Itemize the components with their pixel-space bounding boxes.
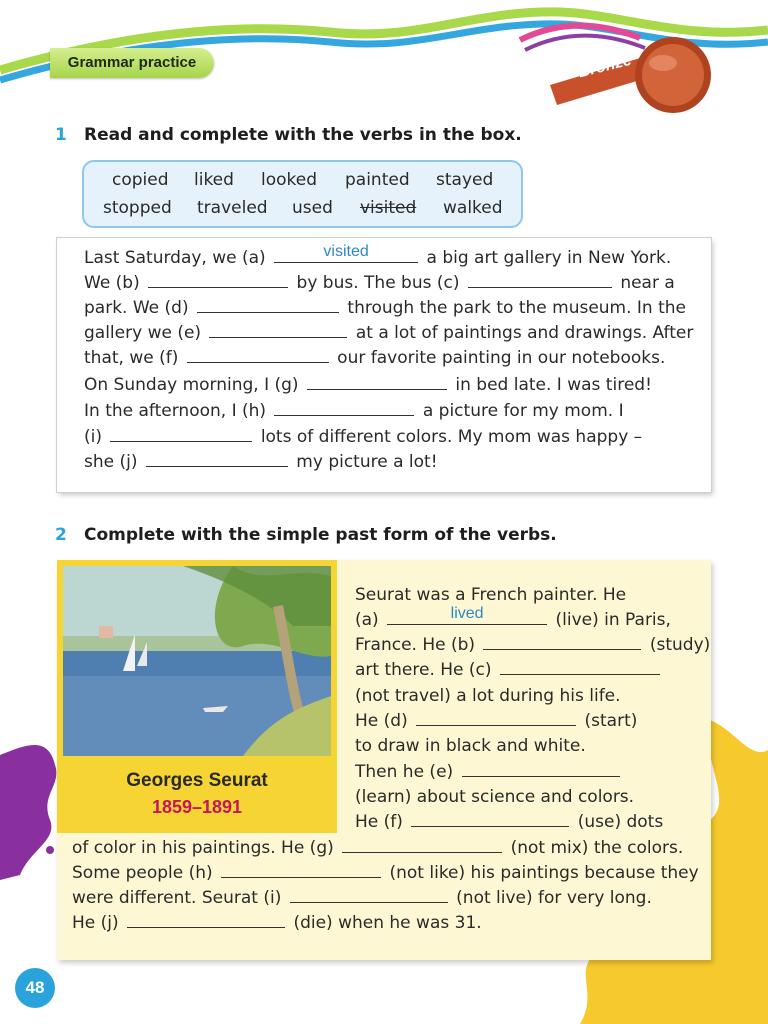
- text-line: [84, 273, 675, 293]
- line-text: (i): [84, 427, 102, 447]
- word-box-item: looked: [261, 170, 318, 190]
- line-text: through the park to the museum. In the: [347, 298, 687, 318]
- word-box-item: traveled: [197, 198, 268, 218]
- text-line: [84, 375, 652, 395]
- line-text: near a: [620, 273, 675, 293]
- exercise-instruction: Read and complete with the verbs in the box.: [84, 125, 522, 145]
- answer-blank[interactable]: [500, 660, 660, 675]
- word-box: [82, 160, 523, 228]
- line-text: (a): [355, 610, 379, 630]
- answer-blank[interactable]: [146, 452, 288, 467]
- line-text: He (j): [72, 913, 119, 933]
- text-line: [355, 660, 663, 680]
- answer-blank[interactable]: [221, 863, 381, 878]
- line-text: (use) dots: [577, 812, 664, 832]
- text-line: [72, 888, 652, 908]
- answer-blank[interactable]: [127, 913, 285, 928]
- answer-blank[interactable]: [290, 888, 448, 903]
- word-box-item: painted: [345, 170, 410, 190]
- answer-blank[interactable]: [342, 838, 502, 853]
- text-line: [84, 323, 693, 343]
- text-line: [84, 298, 686, 318]
- example-answer: visited: [323, 243, 369, 260]
- word-box-item-crossed: visited: [360, 198, 417, 218]
- exercise-number: 2: [55, 525, 67, 545]
- line-text: He (f): [355, 812, 403, 832]
- line-text: by bus. The bus (c): [296, 273, 460, 293]
- text-line: [355, 686, 621, 706]
- line-text: Then he (e): [355, 762, 454, 782]
- artist-years: 1859–1891: [151, 797, 243, 817]
- text-line: [84, 401, 624, 421]
- text-line: [355, 787, 634, 807]
- artist-name: Georges Seurat: [126, 770, 268, 791]
- line-text: France. He (b): [355, 635, 476, 655]
- line-text: (study): [649, 635, 711, 655]
- word-box-item: stopped: [103, 198, 172, 218]
- line-text: (not travel) a lot during his life.: [355, 686, 621, 706]
- line-text: my picture a lot!: [296, 452, 438, 472]
- word-box-item: used: [292, 198, 333, 218]
- answer-blank[interactable]: [416, 711, 576, 726]
- answer-blank[interactable]: [462, 762, 620, 777]
- line-text: (live) in Paris,: [555, 610, 671, 630]
- line-text: in bed late. I was tired!: [455, 375, 652, 395]
- exercise-number: 1: [55, 125, 67, 145]
- text-line: [84, 427, 642, 447]
- example-answer: lived: [450, 605, 484, 622]
- text-line: [355, 736, 586, 756]
- line-text: In the afternoon, I (h): [84, 401, 267, 421]
- line-text: We (b): [84, 273, 140, 293]
- text-line: [355, 605, 671, 630]
- line-text: a big art gallery in New York.: [426, 248, 672, 268]
- text-line: [355, 812, 663, 832]
- text-line: [355, 635, 710, 655]
- answer-blank[interactable]: [148, 273, 288, 288]
- bronze-medal-icon: [545, 30, 715, 120]
- line-text: park. We (d): [84, 298, 189, 318]
- line-text: that, we (f): [84, 348, 179, 368]
- text-line: [72, 838, 683, 858]
- section-tab: Grammar practice: [50, 48, 214, 78]
- level-badge: Bronze: [576, 51, 634, 82]
- text-line: [355, 762, 623, 782]
- line-text: Some people (h): [72, 863, 213, 883]
- line-text: He (d): [355, 711, 408, 731]
- line-text: art there. He (c): [355, 660, 492, 680]
- line-text: lots of different colors. My mom was happy –: [260, 427, 643, 447]
- line-text: of color in his paintings. He (g): [72, 838, 334, 858]
- text-line: [355, 711, 637, 731]
- line-text: (not mix) the colors.: [510, 838, 684, 858]
- line-text: On Sunday morning, I (g): [84, 375, 299, 395]
- line-text: our favorite painting in our notebooks.: [337, 348, 666, 368]
- answer-blank[interactable]: [307, 375, 447, 390]
- word-box-item: walked: [443, 198, 503, 218]
- line-text: a picture for my mom. I: [422, 401, 624, 421]
- answer-blank[interactable]: [468, 273, 612, 288]
- line-text: (not live) for very long.: [456, 888, 652, 908]
- answer-blank[interactable]: [110, 427, 252, 442]
- answer-blank[interactable]: [387, 605, 547, 625]
- line-text: Last Saturday, we (a): [84, 248, 266, 268]
- line-text: (not like) his paintings because they: [389, 863, 699, 883]
- answer-blank[interactable]: [187, 348, 329, 363]
- answer-blank[interactable]: [197, 298, 339, 313]
- text-line: [72, 913, 482, 933]
- text-line: [72, 863, 699, 883]
- answer-blank[interactable]: [209, 323, 347, 338]
- line-text: (start): [584, 711, 638, 731]
- line-text: to draw in black and white.: [355, 736, 586, 756]
- answer-blank[interactable]: [411, 812, 569, 827]
- answer-blank[interactable]: [274, 243, 418, 263]
- line-text: (learn) about science and colors.: [355, 787, 635, 807]
- page-number: 48: [15, 968, 55, 1008]
- line-text: (die) when he was 31.: [293, 913, 482, 933]
- line-text: she (j): [84, 452, 138, 472]
- word-box-item: copied: [112, 170, 169, 190]
- text-line: [355, 585, 626, 605]
- line-text: at a lot of paintings and drawings. After: [355, 323, 694, 343]
- line-text: Seurat was a French painter. He: [355, 585, 627, 605]
- line-text: gallery we (e): [84, 323, 202, 343]
- word-box-item: liked: [194, 170, 234, 190]
- seurat-painting-image: [63, 566, 331, 756]
- answer-blank[interactable]: [274, 401, 414, 416]
- line-text: were different. Seurat (i): [72, 888, 282, 908]
- text-line: [84, 348, 665, 368]
- text-line: [84, 452, 438, 472]
- answer-blank[interactable]: [483, 635, 641, 650]
- exercise-instruction: Complete with the simple past form of the verbs.: [84, 525, 557, 545]
- word-box-item: stayed: [436, 170, 494, 190]
- text-line: [84, 243, 672, 268]
